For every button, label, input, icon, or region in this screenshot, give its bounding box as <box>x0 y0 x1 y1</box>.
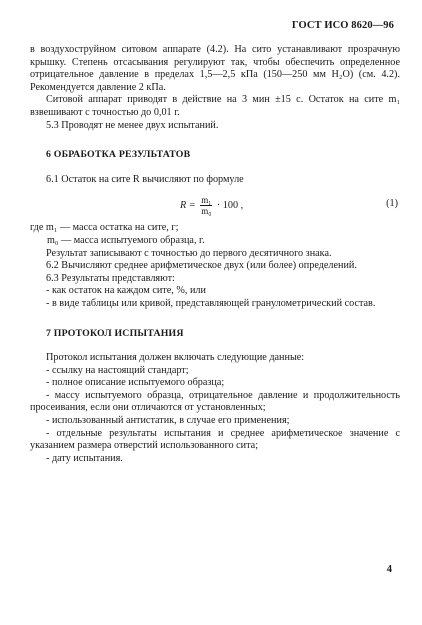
paragraph: 6.2 Вычисляют среднее арифметическое двух (или более) определений. <box>46 260 357 272</box>
list-item: - отдельные результаты испытания и среднее арифметическое значение с указанием размера отверстий использованного сита; <box>30 427 400 452</box>
page-number: 4 <box>386 564 392 575</box>
list-item: - использованный антистатик, в случае его применения; <box>46 415 290 427</box>
paragraph: Ситовой аппарат приводят в действие на 3 мин ±15 с. Остаток на сите m₁ взвешивают с точностью до 0,01 г. <box>30 94 400 118</box>
document-header: ГОСТ ИСО 8620—96 <box>291 20 394 31</box>
paragraph: в воздухоструйном ситовом аппарате (4.2). На сито устанавливают прозрачную крышку. Степень отсасывания регулируют так, чтобы обеспечить определенное отрицательное давление в пределах 1,5—2,5 кПа (150—250 мм H₂O) (см. 4.2). Рекомендуется давление 2 кПа. <box>30 44 400 93</box>
document-body <box>30 44 400 465</box>
paragraph: 6.3 Результаты представляют: <box>46 272 175 284</box>
list-item: - дату испытания. <box>46 452 123 464</box>
section-heading-7: 7 ПРОТОКОЛ ИСПЫТАНИЯ <box>46 327 184 339</box>
list-item: - полное описание испытуемого образца; <box>46 377 225 389</box>
formula-numerator: m₁ <box>201 195 212 206</box>
paragraph: Результат записывают с точностью до первого десятичного знака. <box>46 247 332 259</box>
formula-fraction <box>200 195 212 216</box>
formula-lhs: R = <box>180 200 196 212</box>
formula-where: где m₁ — масса остатка на сите, г; <box>30 222 179 234</box>
list-item: - как остаток на каждом сите, %, или <box>46 285 206 297</box>
formula-expression <box>180 195 243 216</box>
list-item: - массу испытуемого образца, отрицательное давление и продолжительность просеивания, если они отличаются от установленных; <box>30 389 400 414</box>
list-item: - ссылку на настоящий стандарт; <box>46 364 189 376</box>
formula-number: (1) <box>386 198 398 210</box>
paragraph: 5.3 Проводят не менее двух испытаний. <box>46 119 219 131</box>
section-heading-6: 6 ОБРАБОТКА РЕЗУЛЬТАТОВ <box>46 149 191 161</box>
formula <box>30 190 400 218</box>
list-item: - в виде таблицы или кривой, представляющей гранулометрический состав. <box>46 297 376 309</box>
formula-denominator: m₀ <box>201 206 212 217</box>
formula-where: m₀ — масса испытуемого образца, г. <box>47 234 205 246</box>
paragraph: Протокол испытания должен включать следующие данные: <box>46 352 305 364</box>
formula-rhs: · 100 , <box>216 200 244 212</box>
paragraph: 6.1 Остаток на сите R вычисляют по формуле <box>46 173 244 185</box>
